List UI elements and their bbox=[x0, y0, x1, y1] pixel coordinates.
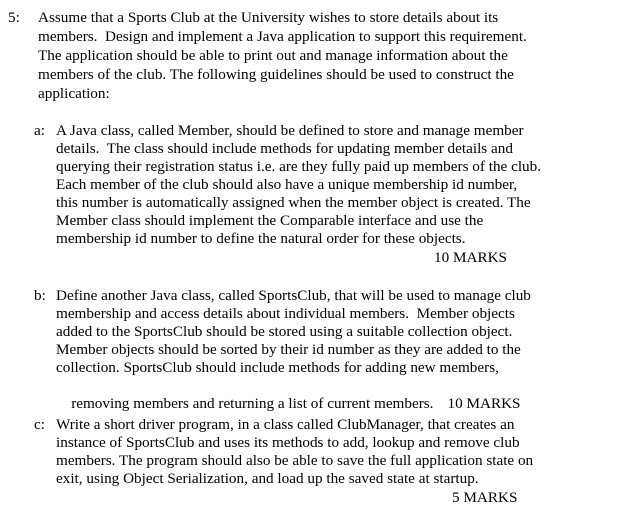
part-line: exit, using Object Serialization, and load up the saved state at startup. bbox=[56, 470, 479, 487]
question-line: Assume that a Sports Club at the University wishes to store details about its bbox=[38, 9, 499, 26]
part-line: members. The program should also be able to save the full application state on bbox=[56, 452, 534, 469]
part-line: collection. SportsClub should include methods for adding new members, bbox=[56, 359, 499, 376]
part-line: details. The class should include methods for updating member details and bbox=[56, 140, 513, 157]
part-label: b: bbox=[34, 287, 46, 304]
part-line: querying their registration status i.e. are they fully paid up members of the club. bbox=[56, 158, 542, 175]
part-line: added to the SportsClub should be stored using a suitable collection object. bbox=[56, 323, 513, 340]
part-marks: 5 MARKS bbox=[452, 489, 518, 506]
part-marks: 10 MARKS bbox=[434, 249, 508, 266]
part-line: removing members and returning a list of current members. bbox=[71, 395, 434, 412]
part-line: instance of SportsClub and uses its methods to add, lookup and remove club bbox=[56, 434, 520, 451]
part-line: A Java class, called Member, should be defined to store and manage member bbox=[56, 122, 524, 139]
part-line: Member objects should be sorted by their id number as they are added to the bbox=[56, 341, 521, 358]
part-line: this number is automatically assigned when the member object is created. The bbox=[56, 194, 531, 211]
part-line: membership and access details about individual members. Member objects bbox=[56, 305, 515, 322]
question-line: application: bbox=[38, 85, 110, 102]
part-line: Member class should implement the Comparable interface and use the bbox=[56, 212, 484, 229]
part-label: c: bbox=[34, 416, 45, 433]
part-label: a: bbox=[34, 122, 45, 139]
question-number: 5: bbox=[8, 9, 20, 26]
question-line: The application should be able to print out and manage information about the bbox=[38, 47, 508, 64]
part-line: Each member of the club should also have a unique membership id number, bbox=[56, 176, 518, 193]
question-line: members of the club. The following guidelines should be used to construct the bbox=[38, 66, 514, 83]
part-marks: 10 MARKS bbox=[447, 395, 521, 412]
part-line: membership id number to define the natural order for these objects. bbox=[56, 230, 466, 247]
part-line: Define another Java class, called SportsClub, that will be used to manage club bbox=[56, 287, 531, 304]
question-line: members. Design and implement a Java application to support this requirement. bbox=[38, 28, 527, 45]
part-line: Write a short driver program, in a class called ClubManager, that creates an bbox=[56, 416, 515, 433]
